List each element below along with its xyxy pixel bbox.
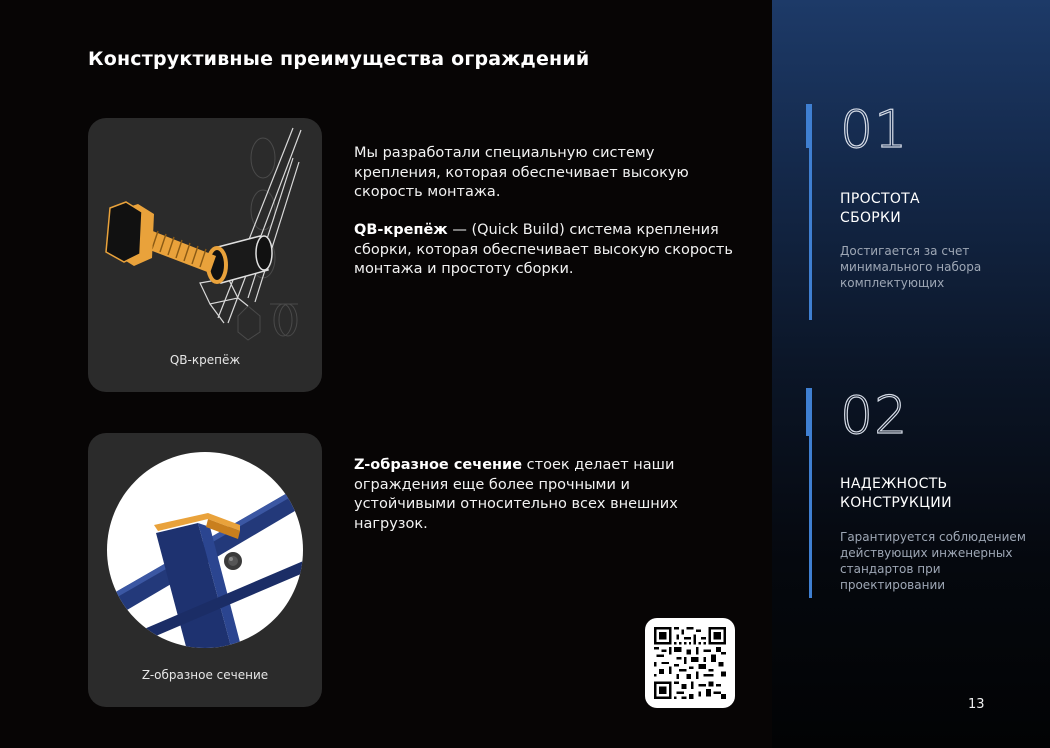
qb-description: — (Quick Build) система крепления сборки, которая обеспечивает высокую скорость монтажа и простоту сборки. <box>354 222 733 277</box>
bolt-head <box>106 202 154 266</box>
feature-1-description: Достигается за счет минимального набора комплектующих <box>840 244 982 290</box>
feature-2-heading-line1: НАДЕЖНОСТЬ <box>840 476 948 492</box>
qr-code[interactable] <box>645 618 735 708</box>
z-section-term: Z-образное сечение <box>354 457 523 473</box>
intro-paragraph: Мы разработали специальную систему крепления, которая обеспечивает высокую скорость монтажа. <box>354 145 689 200</box>
z-section-description: стоек делает наши ограждения еще более прочными и устойчивыми относительно всех внешних нагрузок. <box>354 457 678 532</box>
feature-1-heading-line1: ПРОСТОТА <box>840 191 920 207</box>
qb-fastener-caption: QB-крепёж <box>169 353 241 367</box>
feature-2-accent <box>806 388 812 436</box>
feature-sidebar <box>772 0 1050 748</box>
feature-2-heading-line2: КОНСТРУКЦИИ <box>840 495 952 511</box>
z-section-post-photo <box>88 433 322 663</box>
feature-1-number: 01 <box>840 100 909 160</box>
qb-fastener-illustration <box>88 118 322 348</box>
sleeve <box>208 236 272 283</box>
feature-1-heading <box>840 190 1040 228</box>
feature-2-heading <box>840 475 1040 513</box>
page-title: Конструктивные преимущества ограждений <box>88 48 590 70</box>
z-section-caption: Z-образное сечение <box>141 668 269 682</box>
qb-term: QB-крепёж <box>354 222 448 238</box>
qr-code-icon <box>654 627 726 699</box>
feature-1-accent <box>806 104 812 148</box>
qb-fastener-card <box>88 118 322 392</box>
feature-1-heading-line2: СБОРКИ <box>840 210 902 226</box>
mounting-plate <box>200 128 301 323</box>
z-section-card <box>88 433 322 707</box>
page-number: 13 <box>968 697 985 712</box>
feature-2-number: 02 <box>840 386 909 446</box>
z-section-paragraph <box>354 456 734 534</box>
qb-paragraph <box>354 221 734 280</box>
feature-2-description: Гарантируется соблюдением действующих инженерных стандартов при проектировании <box>840 530 1026 592</box>
